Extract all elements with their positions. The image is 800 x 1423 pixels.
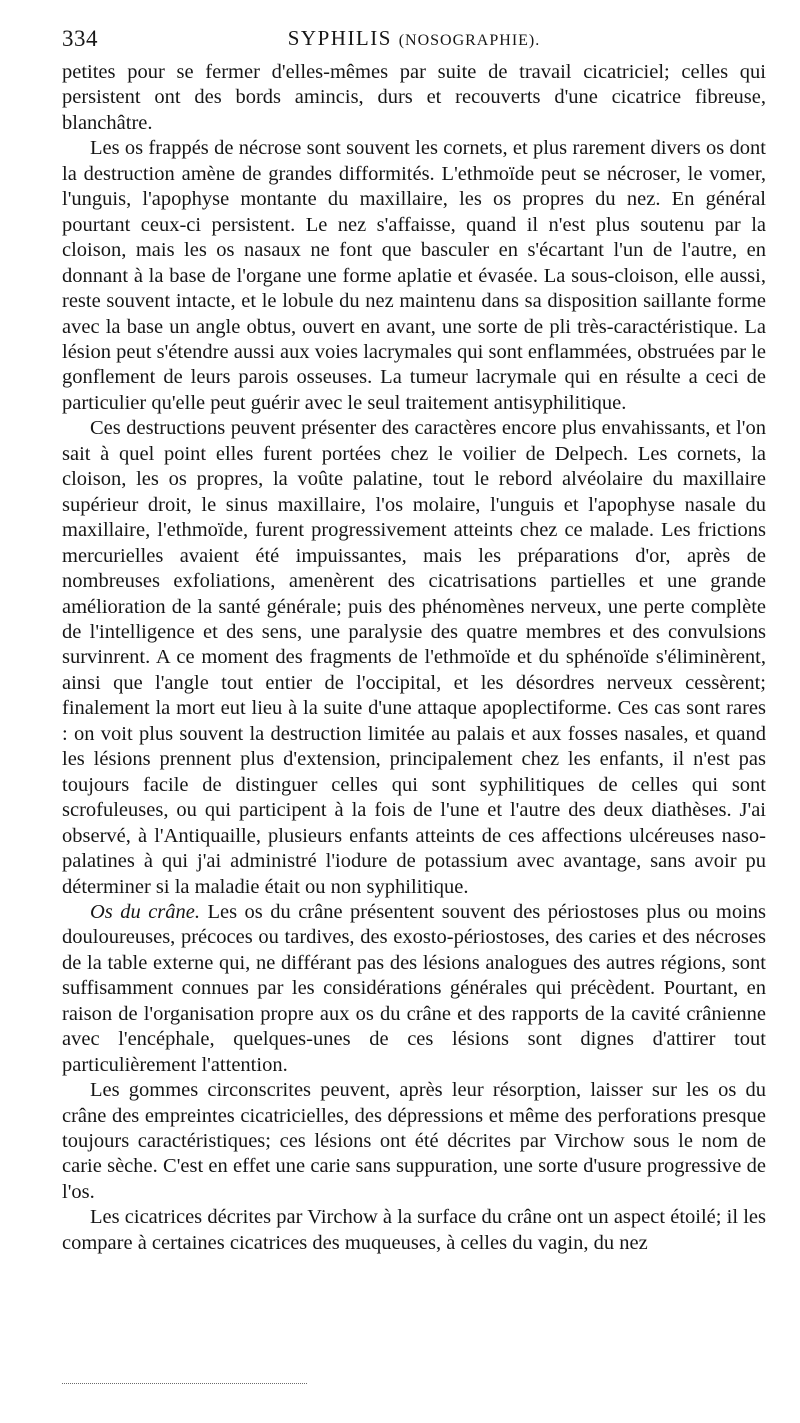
running-title: [62, 26, 766, 51]
paragraph-skull-text: Les os du crâne présentent souvent des périostoses plus ou moins douloureuses, précoces ou tardives, des exosto-périostoses, des caries et des nécroses de la table externe qui, ne différant pas des lésions analogues des autres régions, sont suffisamment connues par les considérations générales qui précèdent. Pourtant, en raison de l'organisation propre aux os du crâne et des rapports de la cavité crânienne avec l'encéphale, quelques-unes de ces lésions sont dignes d'attirer tout particulièrement l'attention.: [62, 900, 767, 1076]
paragraph-destructions: Ces destructions peuvent présenter des caractères encore plus envahissants, et l'on sait à quel point elles furent portées chez le voilier de Delpech. Les cornets, la cloison, les os propres, la voûte palatine, tout le rebord alvéolaire du maxillaire supérieur droit, le sinus maxillaire, l'os molaire, l'unguis et l'apophyse nasale du maxillaire, l'ethmoïde, furent progressivement atteints chez ce malade. Les frictions mercurielles avaient été impuissantes, mais les préparations d'or, après de nombreuses exfoliations, amenèrent des cicatrisations partielles et une grande amélioration de la santé générale; puis des phénomènes nerveux, une perte complète de l'intelligence et des sens, une paralysie des quatre membres et des convulsions survinrent. A ce moment des fragments de l'ethmoïde et du sphénoïde s'éliminèrent, ainsi que l'angle tout entier de l'occipital, et les désordres nerveux cessèrent; finalement la mort eut lieu à la suite d'une attaque apoplectiforme. Ces cas sont rares : on voit plus souvent la destruction limitée au palais et aux fosses nasales, et quand les lésions prennent plus d'extension, principalement chez les enfants, il n'est pas toujours facile de distinguer celles qui sont syphilitiques de celles qui sont scrofuleuses, ou qui participent à la fois de l'une et l'autre des deux diathèses. J'ai observé, à l'Antiquaille, plusieurs enfants atteints de ces affections ulcéreuses naso-palatines à qui j'ai administré l'iodure de potassium avec avantage, sans avoir pu déterminer si la maladie était ou non syphilitique.: [62, 417, 766, 898]
paragraph-skull-bones: [62, 900, 766, 1078]
section-heading-skull: Os du crâne.: [90, 900, 201, 923]
page-header: [62, 26, 766, 60]
running-title-main: SYPHILIS: [287, 26, 392, 50]
page-number: 334: [62, 26, 98, 51]
paragraph-scars: Les cicatrices décrites par Virchow à la surface du crâne ont un aspect étoilé; il les compare à certaines cicatrices des muqueuses, à celles du vagin, du nez: [62, 1206, 766, 1254]
paragraph-necrosis: Les os frappés de nécrose sont souvent les cornets, et plus rarement divers os dont la destruction amène de grandes difformités. L'ethmoïde peut se nécroser, le vomer, l'unguis, l'apophyse montante du maxillaire, les os propres du nez. En général pourtant ceux-ci persistent. Le nez s'affaisse, quand il n'est plus soutenu par la cloison, mais les os nasaux ne font que basculer en s'écartant l'un de l'autre, en donnant à la base de l'organe une forme aplatie et évasée. La sous-cloison, elle aussi, reste souvent intacte, et le lobule du nez maintenu dans sa disposition saillante forme avec la base un angle obtus, ouvert en avant, une sorte de pli très-caractéristique. La lésion peut s'étendre aussi aux voies lacrymales qui sont enflammées, obstruées par le gonflement de leurs parois osseuses. La tumeur lacrymale qui en résulte a ceci de particulier qu'elle peut guérir avec le seul traitement antisyphilitique.: [62, 137, 766, 414]
footer-rule: [62, 1383, 307, 1384]
body-text: [62, 60, 766, 1256]
paragraph-gummas: Les gommes circonscrites peuvent, après leur résorption, laisser sur les os du crâne des empreintes cicatricielles, des dépressions et même des perforations presque toujours caractéristiques; ces lésions ont été décrites par Virchow sous le nom de carie sèche. C'est en effet une carie sans suppuration, une sorte d'usure progressive de l'os.: [62, 1079, 766, 1203]
paragraph-continued: petites pour se fermer d'elles-mêmes par suite de travail cicatriciel; celles qui persistent ont des bords amincis, durs et recouverts d'une cicatrice fibreuse, blanchâtre.: [62, 61, 766, 134]
running-title-sub: (NOSOGRAPHIE).: [398, 32, 541, 49]
